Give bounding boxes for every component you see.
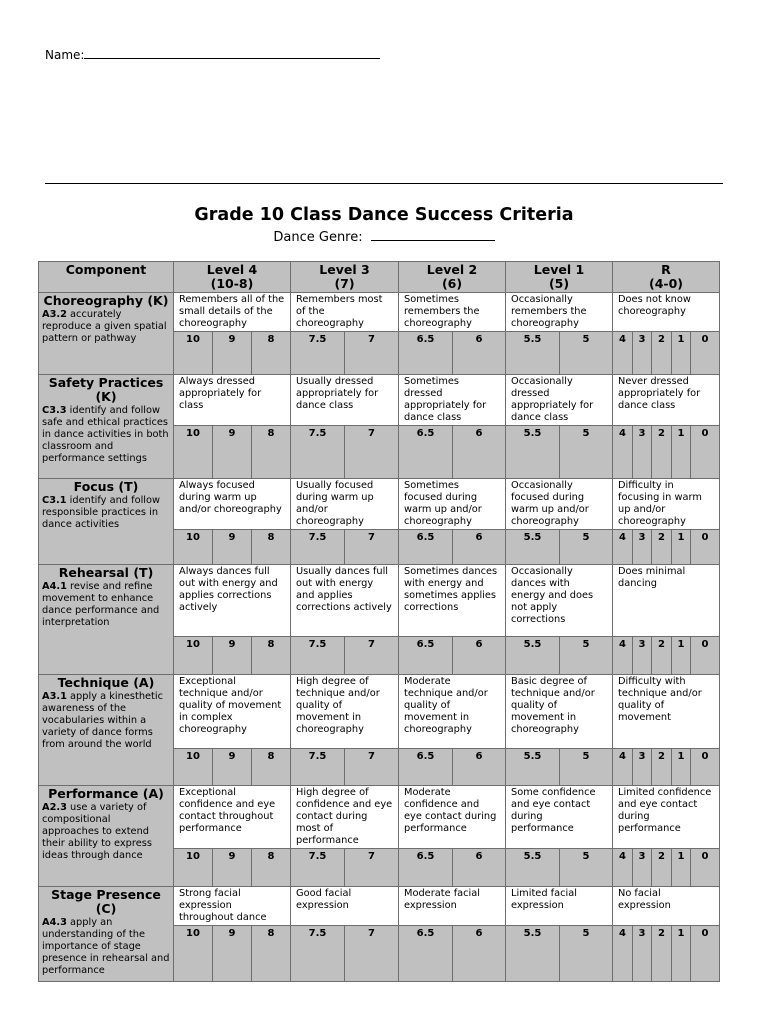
score-option[interactable]: 7 <box>345 530 399 565</box>
score-option[interactable]: 0 <box>691 749 720 786</box>
level-description: Sometimes remembers the choreography <box>399 293 506 332</box>
score-option[interactable]: 9 <box>213 332 252 375</box>
score-option[interactable]: 4 <box>613 849 633 887</box>
header-level-4-label: Level 4 <box>206 262 258 277</box>
header-level-2-range: (6) <box>441 276 463 291</box>
score-option[interactable]: 5 <box>560 749 613 786</box>
component-category: (T) <box>118 479 139 494</box>
component-title <box>42 376 170 404</box>
component-cell <box>39 887 174 982</box>
score-option[interactable]: 6 <box>453 332 506 375</box>
criteria-row <box>39 887 720 926</box>
score-option[interactable]: 2 <box>652 926 672 982</box>
header-level-3-range: (7) <box>334 276 355 291</box>
header-level-3-label: Level 3 <box>319 262 370 277</box>
header-level-1-label: Level 1 <box>533 262 585 277</box>
score-option[interactable]: 8 <box>252 849 291 887</box>
expectation-text: apply an understanding of the importance of stage presence in rehearsal and performance <box>42 917 170 976</box>
score-option[interactable]: 5 <box>560 426 613 479</box>
score-option[interactable]: 7 <box>345 426 399 479</box>
score-option[interactable]: 6.5 <box>399 849 453 887</box>
score-option[interactable]: 5 <box>560 926 613 982</box>
score-option[interactable]: 3 <box>633 849 652 887</box>
curriculum-expectation <box>42 309 170 345</box>
expectation-code: A3.1 <box>42 691 67 702</box>
header-level-2-label: Level 2 <box>426 262 478 277</box>
score-option[interactable]: 8 <box>252 332 291 375</box>
score-option[interactable]: 5.5 <box>506 637 560 675</box>
score-option[interactable]: 0 <box>691 332 720 375</box>
score-option[interactable]: 2 <box>652 426 672 479</box>
level-description: Does not know choreography <box>613 293 720 332</box>
expectation-code: A4.1 <box>42 581 67 592</box>
score-option[interactable]: 1 <box>672 926 691 982</box>
score-option[interactable]: 2 <box>652 637 672 675</box>
score-option[interactable]: 10 <box>174 749 213 786</box>
curriculum-expectation <box>42 495 170 531</box>
score-option[interactable]: 2 <box>652 332 672 375</box>
score-option[interactable]: 10 <box>174 426 213 479</box>
score-option[interactable]: 8 <box>252 637 291 675</box>
component-category: (T) <box>133 565 154 580</box>
score-option[interactable]: 9 <box>213 530 252 565</box>
component-cell <box>39 293 174 375</box>
component-title <box>42 480 170 494</box>
component-title <box>42 676 170 690</box>
score-option[interactable]: 2 <box>652 849 672 887</box>
score-option[interactable]: 6 <box>453 849 506 887</box>
header-row <box>39 262 720 293</box>
score-option[interactable]: 7 <box>345 637 399 675</box>
component-name: Rehearsal <box>58 565 129 580</box>
expectation-text: accurately reproduce a given spatial pattern or pathway <box>42 309 167 344</box>
score-option[interactable]: 7.5 <box>291 332 345 375</box>
score-option[interactable]: 1 <box>672 749 691 786</box>
score-option[interactable]: 10 <box>174 332 213 375</box>
criteria-row <box>39 375 720 426</box>
score-option[interactable]: 6.5 <box>399 426 453 479</box>
component-title <box>42 888 170 916</box>
score-option[interactable]: 9 <box>213 849 252 887</box>
score-option[interactable]: 6.5 <box>399 530 453 565</box>
page-title: Grade 10 Class Dance Success Criteria <box>194 205 574 225</box>
name-blank-line[interactable] <box>84 46 380 59</box>
score-option[interactable]: 8 <box>252 926 291 982</box>
score-option[interactable]: 6 <box>453 426 506 479</box>
score-option[interactable]: 9 <box>213 637 252 675</box>
score-option[interactable]: 7.5 <box>291 749 345 786</box>
score-option[interactable]: 3 <box>633 332 652 375</box>
component-title <box>42 787 170 801</box>
header-level-3 <box>291 262 399 293</box>
score-option[interactable]: 2 <box>652 530 672 565</box>
score-option[interactable]: 0 <box>691 926 720 982</box>
score-option[interactable]: 6.5 <box>399 332 453 375</box>
score-option[interactable]: 3 <box>633 637 652 675</box>
score-option[interactable]: 10 <box>174 637 213 675</box>
criteria-row <box>39 675 720 749</box>
expectation-code: C3.3 <box>42 405 67 416</box>
level-description: Good facial expression <box>291 887 399 926</box>
score-option[interactable]: 8 <box>252 426 291 479</box>
score-option[interactable]: 3 <box>633 749 652 786</box>
component-name: Safety Practices <box>48 375 164 390</box>
score-option[interactable]: 0 <box>691 849 720 887</box>
header-level-1 <box>506 262 613 293</box>
component-name: Technique <box>57 675 129 690</box>
expectation-text: apply a kinesthetic awareness of the vocabularies within a variety of dance forms from around the world <box>42 691 164 750</box>
level-description: Occasionally dressed appropriately for dance class <box>506 375 613 426</box>
curriculum-expectation <box>42 917 170 977</box>
expectation-code: A3.2 <box>42 309 67 320</box>
name-label: Name: <box>45 48 85 62</box>
score-option[interactable]: 5 <box>560 332 613 375</box>
dance-genre-field[interactable] <box>0 228 768 245</box>
score-option[interactable]: 7.5 <box>291 530 345 565</box>
score-option[interactable]: 7 <box>345 332 399 375</box>
score-option[interactable]: 6.5 <box>399 926 453 982</box>
score-option[interactable]: 7 <box>345 926 399 982</box>
score-option[interactable]: 4 <box>613 332 633 375</box>
level-description: Does minimal dancing <box>613 565 720 637</box>
score-option[interactable]: 4 <box>613 637 633 675</box>
level-description: Some confidence and eye contact during performance <box>506 786 613 849</box>
level-description: Moderate technique and/or quality of movement in choreography <box>399 675 506 749</box>
component-name: Stage Presence <box>51 887 161 902</box>
expectation-text: identify and follow safe and ethical practices in dance activities in both classroom and performance settings <box>42 405 169 464</box>
component-cell <box>39 675 174 786</box>
level-description: Usually dances full out with energy and applies corrections actively <box>291 565 399 637</box>
score-option[interactable]: 5.5 <box>506 530 560 565</box>
score-option[interactable]: 1 <box>672 426 691 479</box>
score-option[interactable]: 6 <box>453 926 506 982</box>
score-option[interactable]: 3 <box>633 530 652 565</box>
header-level-4-range: (10-8) <box>210 276 254 291</box>
curriculum-expectation <box>42 691 170 751</box>
score-option[interactable]: 5.5 <box>506 749 560 786</box>
score-option[interactable]: 1 <box>672 530 691 565</box>
level-description: Always dressed appropriately for class <box>174 375 291 426</box>
score-option[interactable]: 0 <box>691 530 720 565</box>
level-description: Exceptional technique and/or quality of movement in complex choreography <box>174 675 291 749</box>
header-level-r-range: (4-0) <box>648 276 683 291</box>
curriculum-expectation <box>42 405 170 465</box>
level-description: High degree of confidence and eye contact during most of performance <box>291 786 399 849</box>
score-option[interactable]: 3 <box>633 426 652 479</box>
level-description: Always dances full out with energy and applies corrections actively <box>174 565 291 637</box>
component-category: (K) <box>95 389 117 404</box>
level-description: Remembers most of the choreography <box>291 293 399 332</box>
score-option[interactable]: 7 <box>345 749 399 786</box>
score-option[interactable]: 5.5 <box>506 332 560 375</box>
component-cell <box>39 786 174 887</box>
score-option[interactable]: 4 <box>613 530 633 565</box>
component-name: Choreography <box>43 293 143 308</box>
component-cell <box>39 479 174 565</box>
curriculum-expectation <box>42 802 170 862</box>
divider-line <box>45 183 723 184</box>
dance-genre-blank-line[interactable] <box>371 228 495 241</box>
level-description: Occasionally remembers the choreography <box>506 293 613 332</box>
component-category: (C) <box>95 901 117 916</box>
expectation-code: C3.1 <box>42 495 67 506</box>
level-description: Sometimes dressed appropriately for dance class <box>399 375 506 426</box>
component-category: (A) <box>133 675 155 690</box>
criteria-row <box>39 565 720 637</box>
component-name: Performance <box>48 786 139 801</box>
level-description: Occasionally focused during warm up and/or choreography <box>506 479 613 530</box>
score-option[interactable]: 5 <box>560 637 613 675</box>
level-description: Never dressed appropriately for dance class <box>613 375 720 426</box>
level-description: Exceptional confidence and eye contact throughout performance <box>174 786 291 849</box>
header-component <box>39 262 174 293</box>
score-option[interactable]: 3 <box>633 926 652 982</box>
level-description: Sometimes focused during warm up and/or choreography <box>399 479 506 530</box>
score-option[interactable]: 7.5 <box>291 426 345 479</box>
score-option[interactable]: 7.5 <box>291 926 345 982</box>
score-option[interactable]: 7.5 <box>291 637 345 675</box>
level-description: Sometimes dances with energy and sometimes applies corrections <box>399 565 506 637</box>
score-option[interactable]: 8 <box>252 530 291 565</box>
rubric-table <box>38 261 720 982</box>
score-option[interactable]: 9 <box>213 926 252 982</box>
score-option[interactable]: 6 <box>453 530 506 565</box>
header-level-4 <box>174 262 291 293</box>
score-option[interactable]: 5 <box>560 849 613 887</box>
score-option[interactable]: 0 <box>691 637 720 675</box>
score-option[interactable]: 1 <box>672 332 691 375</box>
criteria-row <box>39 786 720 849</box>
level-description: Usually focused during warm up and/or choreography <box>291 479 399 530</box>
component-name: Focus <box>73 479 115 494</box>
expectation-code: A4.3 <box>42 917 67 928</box>
level-description: Moderate confidence and eye contact during performance <box>399 786 506 849</box>
score-option[interactable]: 6 <box>453 749 506 786</box>
score-option[interactable]: 0 <box>691 426 720 479</box>
expectation-code: A2.3 <box>42 802 67 813</box>
score-option[interactable]: 6.5 <box>399 637 453 675</box>
expectation-text: revise and refine movement to enhance dance performance and interpretation <box>42 581 160 628</box>
level-description: Difficulty with technique and/or quality of movement <box>613 675 720 749</box>
header-level-r-label: R <box>661 262 671 277</box>
component-category: (K) <box>147 293 169 308</box>
score-option[interactable]: 6.5 <box>399 749 453 786</box>
score-option[interactable]: 5.5 <box>506 849 560 887</box>
score-option[interactable]: 4 <box>613 426 633 479</box>
component-title <box>42 566 170 580</box>
score-option[interactable]: 5.5 <box>506 426 560 479</box>
level-description: No facial expression <box>613 887 720 926</box>
criteria-row <box>39 293 720 332</box>
component-cell <box>39 375 174 479</box>
header-level-1-range: (5) <box>548 276 570 291</box>
score-option[interactable]: 6 <box>453 637 506 675</box>
level-description: Basic degree of technique and/or quality of movement in choreography <box>506 675 613 749</box>
level-description: Difficulty in focusing in warm up and/or choreography <box>613 479 720 530</box>
score-option[interactable]: 10 <box>174 849 213 887</box>
score-option[interactable]: 2 <box>652 749 672 786</box>
score-option[interactable]: 7 <box>345 849 399 887</box>
score-option[interactable]: 1 <box>672 849 691 887</box>
header-level-r <box>613 262 720 293</box>
name-field[interactable] <box>45 46 380 62</box>
score-option[interactable]: 8 <box>252 749 291 786</box>
level-description: Limited facial expression <box>506 887 613 926</box>
level-description: Usually dressed appropriately for dance class <box>291 375 399 426</box>
score-option[interactable]: 4 <box>613 926 633 982</box>
score-option[interactable]: 5 <box>560 530 613 565</box>
component-title <box>42 294 170 308</box>
dance-genre-label: Dance Genre: <box>273 230 363 245</box>
criteria-row <box>39 479 720 530</box>
level-description: High degree of technique and/or quality of movement in choreography <box>291 675 399 749</box>
expectation-text: use a variety of compositional approaches to extend their ability to express ideas through dance <box>42 802 152 861</box>
score-option[interactable]: 9 <box>213 749 252 786</box>
component-cell <box>39 565 174 675</box>
score-option[interactable]: 9 <box>213 426 252 479</box>
level-description: Remembers all of the small details of the choreography <box>174 293 291 332</box>
score-option[interactable]: 1 <box>672 637 691 675</box>
header-component-label: Component <box>65 262 147 277</box>
level-description: Moderate facial expression <box>399 887 506 926</box>
component-category: (A) <box>142 786 164 801</box>
level-description: Always focused during warm up and/or choreography <box>174 479 291 530</box>
score-option[interactable]: 10 <box>174 530 213 565</box>
curriculum-expectation <box>42 581 170 629</box>
level-description: Strong facial expression throughout dance <box>174 887 291 926</box>
header-level-2 <box>399 262 506 293</box>
score-option[interactable]: 4 <box>613 749 633 786</box>
level-description: Limited confidence and eye contact during performance <box>613 786 720 849</box>
score-option[interactable]: 10 <box>174 926 213 982</box>
score-option[interactable]: 5.5 <box>506 926 560 982</box>
expectation-text: identify and follow responsible practices in dance activities <box>42 495 161 530</box>
level-description: Occasionally dances with energy and does not apply corrections <box>506 565 613 637</box>
score-option[interactable]: 7.5 <box>291 849 345 887</box>
